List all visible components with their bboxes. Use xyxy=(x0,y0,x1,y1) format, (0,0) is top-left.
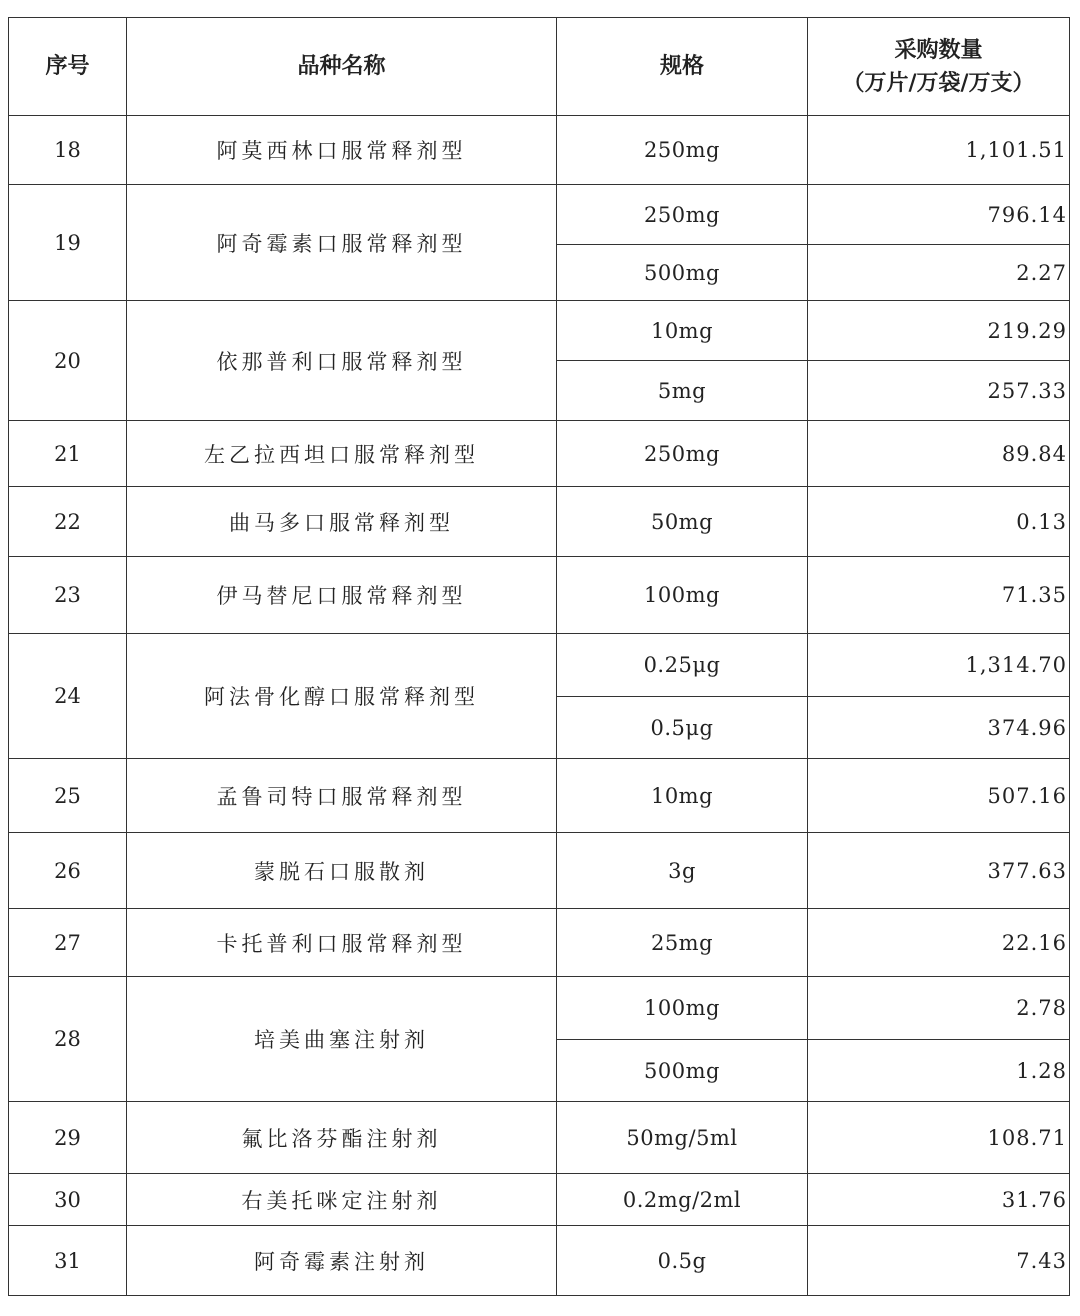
drug-name-cell: 培美曲塞注射剂 xyxy=(127,977,557,1102)
table-row xyxy=(9,833,1070,909)
header-name: 品种名称 xyxy=(127,18,557,116)
table-row xyxy=(9,977,1070,1040)
spec-cell: 100mg xyxy=(557,557,808,634)
spec-cell: 5mg xyxy=(557,361,808,421)
spec-cell: 0.5g xyxy=(557,1226,808,1296)
drug-name-cell: 曲马多口服常释剂型 xyxy=(127,487,557,557)
spec-cell: 50mg xyxy=(557,487,808,557)
table-row xyxy=(9,1174,1070,1226)
quantity-cell: 219.29 xyxy=(808,301,1070,361)
spec-cell: 0.5μg xyxy=(557,697,808,759)
drug-name-cell: 阿莫西林口服常释剂型 xyxy=(127,116,557,185)
spec-cell: 0.25μg xyxy=(557,634,808,697)
quantity-cell: 1,314.70 xyxy=(808,634,1070,697)
drug-name-cell: 左乙拉西坦口服常释剂型 xyxy=(127,421,557,487)
quantity-cell: 2.27 xyxy=(808,245,1070,301)
quantity-cell: 374.96 xyxy=(808,697,1070,759)
seq-cell: 22 xyxy=(9,487,127,557)
table-row xyxy=(9,116,1070,185)
drug-name-cell: 右美托咪定注射剂 xyxy=(127,1174,557,1226)
seq-cell: 23 xyxy=(9,557,127,634)
quantity-cell: 108.71 xyxy=(808,1102,1070,1174)
table-row xyxy=(9,301,1070,361)
table-row xyxy=(9,1226,1070,1296)
table-row xyxy=(9,487,1070,557)
quantity-cell: 0.13 xyxy=(808,487,1070,557)
quantity-cell: 507.16 xyxy=(808,759,1070,833)
table-row xyxy=(9,759,1070,833)
spec-cell: 10mg xyxy=(557,301,808,361)
quantity-cell: 31.76 xyxy=(808,1174,1070,1226)
header-row xyxy=(9,18,1070,116)
quantity-cell: 22.16 xyxy=(808,909,1070,977)
drug-name-cell: 伊马替尼口服常释剂型 xyxy=(127,557,557,634)
quantity-cell: 89.84 xyxy=(808,421,1070,487)
spec-cell: 3g xyxy=(557,833,808,909)
header-qty-title: 采购数量 xyxy=(894,37,983,63)
spec-cell: 10mg xyxy=(557,759,808,833)
table-row xyxy=(9,185,1070,245)
quantity-cell: 796.14 xyxy=(808,185,1070,245)
spec-cell: 250mg xyxy=(557,421,808,487)
table-row xyxy=(9,421,1070,487)
drug-name-cell: 蒙脱石口服散剂 xyxy=(127,833,557,909)
drug-name-cell: 阿奇霉素口服常释剂型 xyxy=(127,185,557,301)
table-row xyxy=(9,634,1070,697)
spec-cell: 500mg xyxy=(557,245,808,301)
seq-cell: 25 xyxy=(9,759,127,833)
procurement-table xyxy=(8,17,1070,1296)
seq-cell: 30 xyxy=(9,1174,127,1226)
quantity-cell: 7.43 xyxy=(808,1226,1070,1296)
header-seq: 序号 xyxy=(9,18,127,116)
seq-cell: 31 xyxy=(9,1226,127,1296)
table-row xyxy=(9,557,1070,634)
spec-cell: 500mg xyxy=(557,1040,808,1102)
spec-cell: 50mg/5ml xyxy=(557,1102,808,1174)
seq-cell: 29 xyxy=(9,1102,127,1174)
seq-cell: 19 xyxy=(9,185,127,301)
quantity-cell: 2.78 xyxy=(808,977,1070,1040)
seq-cell: 20 xyxy=(9,301,127,421)
quantity-cell: 71.35 xyxy=(808,557,1070,634)
drug-name-cell: 卡托普利口服常释剂型 xyxy=(127,909,557,977)
drug-name-cell: 氟比洛芬酯注射剂 xyxy=(127,1102,557,1174)
header-qty-unit: （万片/万袋/万支） xyxy=(842,70,1035,96)
drug-name-cell: 孟鲁司特口服常释剂型 xyxy=(127,759,557,833)
quantity-cell: 1.28 xyxy=(808,1040,1070,1102)
spec-cell: 250mg xyxy=(557,185,808,245)
header-spec: 规格 xyxy=(557,18,808,116)
quantity-cell: 1,101.51 xyxy=(808,116,1070,185)
table-row xyxy=(9,1102,1070,1174)
seq-cell: 21 xyxy=(9,421,127,487)
quantity-cell: 377.63 xyxy=(808,833,1070,909)
drug-name-cell: 阿奇霉素注射剂 xyxy=(127,1226,557,1296)
table-body xyxy=(9,116,1070,1296)
spec-cell: 100mg xyxy=(557,977,808,1040)
drug-name-cell: 阿法骨化醇口服常释剂型 xyxy=(127,634,557,759)
seq-cell: 26 xyxy=(9,833,127,909)
seq-cell: 28 xyxy=(9,977,127,1102)
seq-cell: 24 xyxy=(9,634,127,759)
table-row xyxy=(9,909,1070,977)
spec-cell: 25mg xyxy=(557,909,808,977)
spec-cell: 0.2mg/2ml xyxy=(557,1174,808,1226)
drug-name-cell: 依那普利口服常释剂型 xyxy=(127,301,557,421)
seq-cell: 18 xyxy=(9,116,127,185)
header-qty xyxy=(808,18,1070,116)
quantity-cell: 257.33 xyxy=(808,361,1070,421)
seq-cell: 27 xyxy=(9,909,127,977)
spec-cell: 250mg xyxy=(557,116,808,185)
